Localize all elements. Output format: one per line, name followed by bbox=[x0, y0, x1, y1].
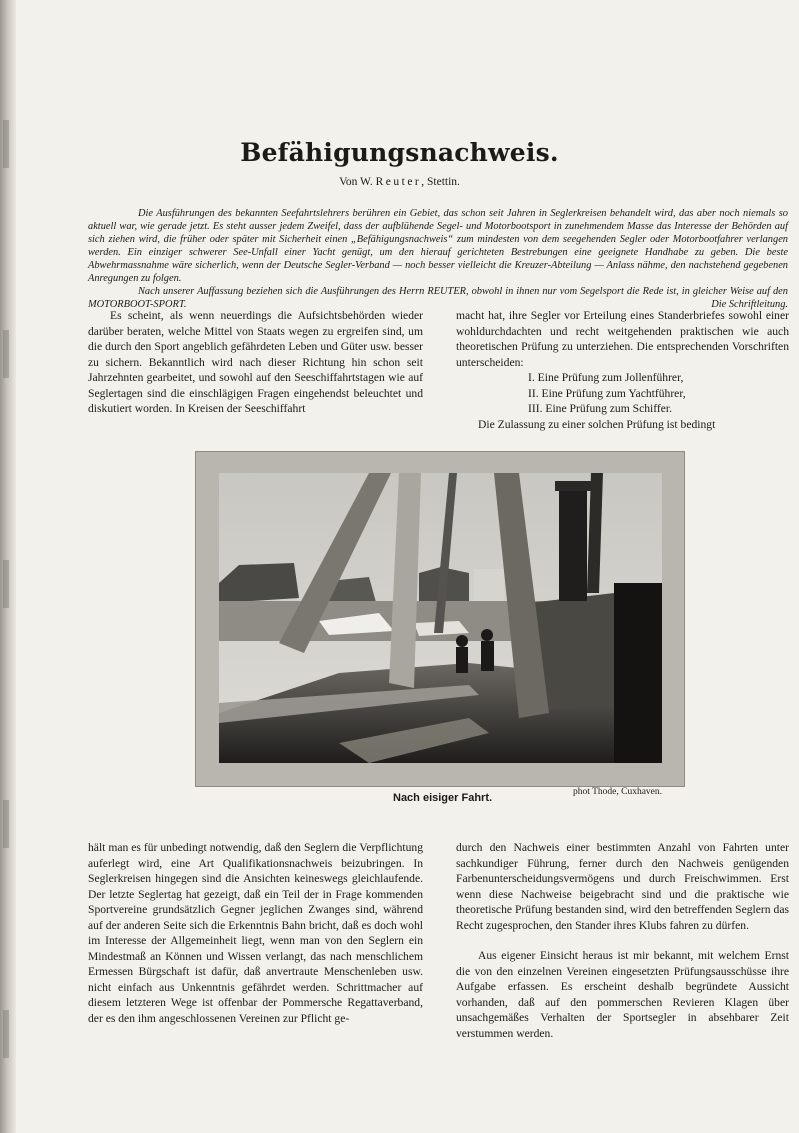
column-upper-right bbox=[456, 308, 789, 432]
body-paragraph: macht hat, ihre Segler vor Erteilung eines Standerbriefes sowohl einer wohldurchdachten und recht weitgehenden praktischen wie auch theoretischen Prüfung zu unterziehen. Die entsprechenden Vorschriften unterscheiden: bbox=[456, 309, 789, 369]
intro-paragraph: Die Ausführungen des bekannten Seefahrtslehrers berühren ein Gebiet, das schon seit Jahren in Seglerkreisen behandelt wird, das aber noch niemals so aktuell war, wie gerade jetzt. Es steht ausser jedem Zweifel, dass der aufblühende Segel- und Motorbootsport in zunehmendem Masse das Interesse der Behörden auf sich ziehen wird, die früher oder später mit Sicherheit einen „Befähigungsnachweis“ zum mindesten von dem seegehenden Segler oder Motorbootfahrer verlangen werden. Ein einziger schwerer See-Unfall einer Yacht genügt, um den hierauf gerichteten Bestrebungen eine geeignete Handhabe zu geben. Die beste Abwehrmassnahme wäre sicherlich, wenn der Deutsche Segler-Verband — noch besser vielleicht die Kreuzer-Abteilung — Anlass nähme, den nachstehend gegebenen Anregungen zu folgen. bbox=[88, 208, 788, 284]
editorial-intro bbox=[88, 207, 788, 311]
column-lower-left bbox=[88, 840, 423, 1026]
byline-suffix: , Stettin. bbox=[421, 176, 460, 188]
intro-paragraph: Nach unserer Auffassung beziehen sich die Ausführungen des Herrn REUTER, obwohl in ihnen nur vom Segelsport die Rede ist, in gleicher Weise auf den MOTORBOOT-SPORT. bbox=[88, 286, 788, 310]
column-upper-left bbox=[88, 308, 423, 417]
intro-signature: Die Schriftleitung. bbox=[711, 299, 788, 310]
list-item: III. Eine Prüfung zum Schiffer. bbox=[528, 402, 673, 415]
body-paragraph: hält man es für unbedingt notwendig, daß den Seglern die Verpflichtung auferlegt wird, eine Art Qualifikationsnachweis beizubringen. In Seglerkreisen hingegen sind die Ansichten keineswegs gleichlaufende. Der letzte Seglertag hat gezeigt, daß ein Teil der in Frage kommenden Sportvereine grundsätzlich Gegner jeglichen Zwanges sind, während auf der anderen Seite sich die Erkenntnis Bahn bricht, daß es doch wohl im Interesse der Allgemeinheit liegt, wenn man von den Seglern ein Mindestmaß an Können und Wissen verlangt, das nach menschlichem Ermessen Bürgschaft ist dafür, daß anvertraute Menschenleben usw. nicht einfach aus Unkenntnis gefährdet werden. Schrittmacher auf diesem letzteren Wege ist offenbar der Pommersche Regattaverband, der es den ihm angeschlossenen Vereinen zur Pflicht ge- bbox=[88, 841, 423, 1025]
ice-ship-photo-image bbox=[219, 473, 662, 763]
body-paragraph: Aus eigener Einsicht heraus ist mir bekannt, mit welchem Ernst die von den einzelnen Vereinen eingesetzten Prüfungsausschüsse ihre Aufgabe erfassen. Es erscheint deshalb begründete Aussicht vorhanden, daß auf den pommerschen Revieren Klagen über unsachgemäßes Verhalten der Sportsegler in absehbarer Zeit verstummen werden. bbox=[456, 949, 789, 1040]
body-paragraph: Es scheint, als wenn neuerdings die Aufsichtsbehörden wieder darüber beraten, welche Mittel von Staats wegen zu ergreifen sind, um die durch den Sport angeblich gefährdeten Leben und Güter usw. besser zu sichern. Bekanntlich wird nach dieser Richtung hin schon seit Jahrzehnten gearbeitet, und sowohl auf den Seeschiffahrtstagen wie auf Seglertagen sind die einschlägigen Fragen eingehendst beleuchtet und diskutiert worden. In Kreisen der Seeschiffahrt bbox=[88, 309, 423, 415]
photo-caption: Nach eisiger Fahrt. bbox=[393, 792, 493, 804]
harbor-photo bbox=[219, 473, 662, 763]
byline bbox=[0, 176, 799, 188]
body-paragraph: durch den Nachweis einer bestimmten Anzahl von Fahrten unter sachkundiger Führung, ferner durch den Nachweis genügenden Farbenunterscheidungsvermögens und durch Freischwimmen. Erst wenn diese Nachweise beigebracht sind und die praktische wie theoretische Prüfung bestanden sind, wird den betreffenden Seglern das Recht zugesprochen, den Stander ihres Klubs fahren zu dürfen. bbox=[456, 841, 789, 932]
byline-prefix: Von W. bbox=[339, 176, 373, 188]
list-item: II. Eine Prüfung zum Yachtführer, bbox=[528, 386, 686, 400]
article-title: Befähigungsnachweis. bbox=[240, 138, 559, 167]
column-lower-right bbox=[456, 840, 789, 1041]
page-binding-edge bbox=[0, 0, 16, 1133]
byline-author: Reuter bbox=[375, 176, 422, 188]
list-item: I. Eine Prüfung zum Jollenführer, bbox=[528, 371, 684, 384]
body-paragraph: Die Zulassung zu einer solchen Prüfung ist bedingt bbox=[478, 417, 716, 431]
photo-credit: phot Thode, Cuxhaven. bbox=[573, 787, 663, 797]
